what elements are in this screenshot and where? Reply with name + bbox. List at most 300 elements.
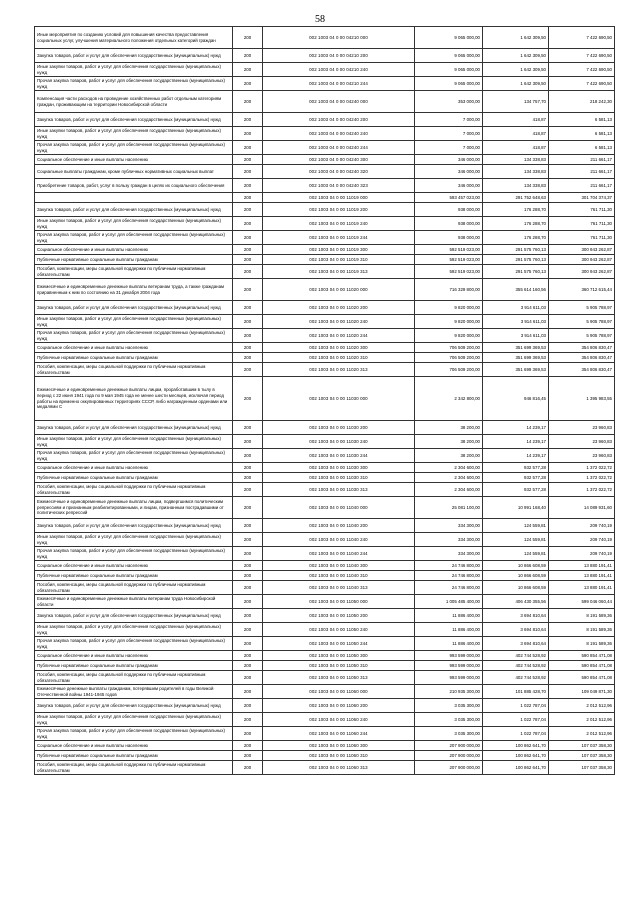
cell-unexecuted: 599 046 060,44 bbox=[549, 595, 615, 609]
cell-unexecuted: 1 395 983,55 bbox=[549, 377, 615, 421]
cell-executed: 1 642 309,50 bbox=[483, 27, 549, 49]
cell-approved: 334 300,00 bbox=[415, 533, 483, 547]
cell-budget-code: 002 1003 04 0 00 04210 240 bbox=[263, 63, 415, 77]
cell-unexecuted: 1 372 022,72 bbox=[549, 463, 615, 473]
cell-approved: 25 081 100,00 bbox=[415, 497, 483, 519]
cell-unexecuted: 23 960,83 bbox=[549, 421, 615, 435]
cell-unexecuted: 8 191 589,36 bbox=[549, 623, 615, 637]
cell-approved: 593 457 023,00 bbox=[415, 193, 483, 203]
table-row bbox=[35, 49, 615, 63]
cell-budget-code: 002 1003 04 0 00 11030 240 bbox=[263, 435, 415, 449]
cell-budget-code: 002 1003 04 0 00 11030 313 bbox=[263, 483, 415, 497]
cell-budget-code: 002 1003 04 0 00 11020 000 bbox=[263, 279, 415, 301]
cell-line-code: 200 bbox=[233, 255, 263, 265]
cell-executed: 134 757,70 bbox=[483, 91, 549, 113]
cell-executed: 10 866 608,59 bbox=[483, 561, 549, 571]
cell-line-code: 200 bbox=[233, 533, 263, 547]
cell-budget-code: 002 1003 04 0 00 11060 000 bbox=[263, 685, 415, 699]
cell-executed: 291 575 760,13 bbox=[483, 255, 549, 265]
cell-line-code: 200 bbox=[233, 49, 263, 63]
cell-budget-code: 002 1003 04 0 00 11020 244 bbox=[263, 329, 415, 343]
table-row bbox=[35, 685, 615, 699]
cell-unexecuted: 300 943 262,87 bbox=[549, 265, 615, 279]
cell-name: Прочая закупка товаров, работ и услуг для обеспечения государственных (муниципальных) нужд bbox=[35, 77, 233, 91]
table-row bbox=[35, 255, 615, 265]
cell-executed: 100 862 641,70 bbox=[483, 741, 549, 751]
cell-name: Прочая закупка товаров, работ и услуг для обеспечения государственных (муниципальных) нужд bbox=[35, 547, 233, 561]
cell-name: Социальное обеспечение и иные выплаты населению bbox=[35, 155, 233, 165]
cell-name: Пособия, компенсации, меры социальной поддержки по публичным нормативным обязательствам bbox=[35, 483, 233, 497]
cell-name: Прочая закупка товаров, работ и услуг для обеспечения государственных (муниципальных) нужд bbox=[35, 141, 233, 155]
cell-line-code: 200 bbox=[233, 463, 263, 473]
cell-name: Иные закупки товаров, работ и услуг для обеспечения государственных (муниципальных) нужд bbox=[35, 127, 233, 141]
cell-line-code: 200 bbox=[233, 561, 263, 571]
cell-approved: 9 065 000,00 bbox=[415, 77, 483, 91]
cell-executed: 946 816,45 bbox=[483, 377, 549, 421]
cell-name: Пособия, компенсации, меры социальной поддержки по публичным нормативным обязательствам bbox=[35, 671, 233, 685]
cell-name: Пособия, компенсации, меры социальной поддержки по публичным нормативным обязательствам bbox=[35, 581, 233, 595]
cell-line-code: 200 bbox=[233, 155, 263, 165]
cell-unexecuted: 23 960,83 bbox=[549, 449, 615, 463]
cell-unexecuted: 5 905 788,97 bbox=[549, 329, 615, 343]
table-row bbox=[35, 435, 615, 449]
cell-line-code: 200 bbox=[233, 353, 263, 363]
cell-executed: 932 577,28 bbox=[483, 473, 549, 483]
cell-approved: 592 519 023,00 bbox=[415, 245, 483, 255]
table-row bbox=[35, 231, 615, 245]
cell-name: Социальное обеспечение и иные выплаты населению bbox=[35, 343, 233, 353]
table-row bbox=[35, 623, 615, 637]
table-row bbox=[35, 751, 615, 761]
cell-line-code: 200 bbox=[233, 449, 263, 463]
cell-executed: 10 866 608,59 bbox=[483, 581, 549, 595]
cell-name: Социальное обеспечение и иные выплаты населению bbox=[35, 651, 233, 661]
cell-budget-code: 002 1003 04 0 00 11060 200 bbox=[263, 699, 415, 713]
cell-unexecuted: 107 037 358,30 bbox=[549, 761, 615, 775]
cell-line-code: 200 bbox=[233, 301, 263, 315]
cell-name: Прочая закупка товаров, работ и услуг для обеспечения государственных (муниципальных) нужд bbox=[35, 231, 233, 245]
cell-unexecuted: 13 880 191,41 bbox=[549, 571, 615, 581]
cell-budget-code: 002 1003 04 0 00 11040 300 bbox=[263, 561, 415, 571]
cell-approved: 9 820 000,00 bbox=[415, 315, 483, 329]
cell-line-code: 200 bbox=[233, 63, 263, 77]
cell-approved: 346 000,00 bbox=[415, 165, 483, 179]
cell-unexecuted: 7 422 690,50 bbox=[549, 27, 615, 49]
cell-budget-code: 002 1003 04 0 00 11050 300 bbox=[263, 651, 415, 661]
cell-approved: 1 005 485 400,00 bbox=[415, 595, 483, 609]
cell-unexecuted: 13 880 191,41 bbox=[549, 581, 615, 595]
cell-approved: 353 000,00 bbox=[415, 91, 483, 113]
cell-line-code: 200 bbox=[233, 497, 263, 519]
cell-name: Закупка товаров, работ и услуг для обеспечения государственных (муниципальных) нужд bbox=[35, 203, 233, 217]
table-row bbox=[35, 741, 615, 751]
cell-approved: 24 746 800,00 bbox=[415, 581, 483, 595]
cell-line-code: 200 bbox=[233, 727, 263, 741]
cell-executed: 124 559,81 bbox=[483, 547, 549, 561]
cell-executed: 134 338,83 bbox=[483, 165, 549, 179]
cell-executed: 134 338,83 bbox=[483, 155, 549, 165]
cell-line-code: 200 bbox=[233, 91, 263, 113]
cell-executed: 402 744 528,92 bbox=[483, 651, 549, 661]
cell-name: Пособия, компенсации, меры социальной поддержки по публичным нормативным обязательствам bbox=[35, 265, 233, 279]
cell-approved: 7 000,00 bbox=[415, 113, 483, 127]
cell-unexecuted: 14 089 931,60 bbox=[549, 497, 615, 519]
cell-line-code: 200 bbox=[233, 343, 263, 353]
cell-unexecuted: 301 704 374,37 bbox=[549, 193, 615, 203]
cell-line-code: 200 bbox=[233, 713, 263, 727]
cell-line-code: 200 bbox=[233, 279, 263, 301]
cell-approved: 11 886 400,00 bbox=[415, 609, 483, 623]
cell-unexecuted: 300 943 262,87 bbox=[549, 245, 615, 255]
cell-executed: 291 575 760,13 bbox=[483, 265, 549, 279]
cell-unexecuted: 107 037 358,30 bbox=[549, 741, 615, 751]
cell-budget-code: 002 1003 04 0 00 04240 000 bbox=[263, 91, 415, 113]
cell-unexecuted: 6 581,13 bbox=[549, 127, 615, 141]
table-row bbox=[35, 609, 615, 623]
table-row bbox=[35, 713, 615, 727]
table-row bbox=[35, 113, 615, 127]
cell-unexecuted: 354 806 830,47 bbox=[549, 343, 615, 353]
cell-name: Компенсация части расходов на проведение хозяйственных работ отдельным категориям граждан, проживающим на территории Новосибирской области bbox=[35, 91, 233, 113]
cell-line-code: 200 bbox=[233, 265, 263, 279]
cell-executed: 291 575 760,13 bbox=[483, 245, 549, 255]
cell-executed: 1 022 787,04 bbox=[483, 713, 549, 727]
table-row bbox=[35, 581, 615, 595]
table-row bbox=[35, 343, 615, 353]
cell-name: Ежемесячные и единовременные денежные выплаты ветеранам труда, а также гражданам приравненным к ним по состоянию на 31 декабря 2004 года bbox=[35, 279, 233, 301]
cell-name: Прочая закупка товаров, работ и услуг для обеспечения государственных (муниципальных) нужд bbox=[35, 449, 233, 463]
cell-executed: 1 022 787,04 bbox=[483, 699, 549, 713]
cell-executed: 100 862 641,70 bbox=[483, 761, 549, 775]
cell-unexecuted: 7 422 690,50 bbox=[549, 49, 615, 63]
cell-unexecuted: 590 854 471,08 bbox=[549, 661, 615, 671]
cell-name: Иные закупки товаров, работ и услуг для обеспечения государственных (муниципальных) нужд bbox=[35, 435, 233, 449]
cell-line-code: 200 bbox=[233, 661, 263, 671]
cell-approved: 993 599 000,00 bbox=[415, 661, 483, 671]
cell-name: Закупка товаров, работ и услуг для обеспечения государственных (муниципальных) нужд bbox=[35, 113, 233, 127]
cell-budget-code: 002 1003 04 0 00 04210 200 bbox=[263, 49, 415, 63]
cell-name: Ежемесячные и единовременные денежные выплаты ветеранам труда Новосибирской области bbox=[35, 595, 233, 609]
cell-unexecuted: 211 661,17 bbox=[549, 155, 615, 165]
cell-budget-code: 002 1003 04 0 00 04210 244 bbox=[263, 77, 415, 91]
cell-approved: 2 304 600,00 bbox=[415, 463, 483, 473]
cell-approved: 38 200,00 bbox=[415, 421, 483, 435]
cell-budget-code: 002 1003 04 0 00 04240 323 bbox=[263, 179, 415, 193]
cell-unexecuted: 211 661,17 bbox=[549, 179, 615, 193]
table-row bbox=[35, 203, 615, 217]
cell-name: Пособия, компенсации, меры социальной поддержки по публичным нормативным обязательствам bbox=[35, 761, 233, 775]
cell-name: Приобретение товаров, работ, услуг в пользу граждан в целях их социального обеспечения bbox=[35, 179, 233, 193]
cell-approved: 207 900 000,00 bbox=[415, 761, 483, 775]
table-row bbox=[35, 699, 615, 713]
table-row bbox=[35, 63, 615, 77]
cell-budget-code: 002 1003 04 0 00 11030 300 bbox=[263, 463, 415, 473]
cell-budget-code: 002 1003 04 0 00 11019 313 bbox=[263, 265, 415, 279]
cell-approved: 11 886 400,00 bbox=[415, 637, 483, 651]
cell-executed: 291 752 648,63 bbox=[483, 193, 549, 203]
table-row bbox=[35, 519, 615, 533]
cell-approved: 3 035 300,00 bbox=[415, 699, 483, 713]
cell-name: Иные закупки товаров, работ и услуг для обеспечения государственных (муниципальных) нужд bbox=[35, 713, 233, 727]
cell-executed: 176 288,70 bbox=[483, 217, 549, 231]
cell-unexecuted: 5 905 788,97 bbox=[549, 301, 615, 315]
cell-name: Иные закупки товаров, работ и услуг для обеспечения государственных (муниципальных) нужд bbox=[35, 63, 233, 77]
cell-line-code: 200 bbox=[233, 547, 263, 561]
table-row bbox=[35, 165, 615, 179]
cell-budget-code: 002 1003 04 0 00 11030 310 bbox=[263, 473, 415, 483]
table-row bbox=[35, 155, 615, 165]
cell-line-code: 200 bbox=[233, 609, 263, 623]
cell-budget-code: 002 1003 04 0 00 04210 000 bbox=[263, 27, 415, 49]
cell-line-code: 200 bbox=[233, 179, 263, 193]
cell-line-code: 200 bbox=[233, 217, 263, 231]
cell-budget-code: 002 1003 04 0 00 11019 000 bbox=[263, 193, 415, 203]
cell-approved: 9 820 000,00 bbox=[415, 301, 483, 315]
cell-name: Иные мероприятия по созданию условий для повышения качества предоставления социальных услуг, улучшения материального положения отдельных категорий граждан bbox=[35, 27, 233, 49]
cell-executed: 351 699 369,53 bbox=[483, 363, 549, 377]
cell-line-code: 200 bbox=[233, 421, 263, 435]
cell-approved: 2 304 600,00 bbox=[415, 473, 483, 483]
cell-budget-code: 002 1003 04 0 00 11019 240 bbox=[263, 217, 415, 231]
cell-approved: 11 886 400,00 bbox=[415, 623, 483, 637]
cell-unexecuted: 2 012 512,96 bbox=[549, 713, 615, 727]
table-row bbox=[35, 91, 615, 113]
cell-line-code: 200 bbox=[233, 245, 263, 255]
table-row bbox=[35, 141, 615, 155]
cell-name: Публичные нормативные социальные выплаты гражданам bbox=[35, 661, 233, 671]
cell-unexecuted: 354 806 830,47 bbox=[549, 353, 615, 363]
cell-budget-code: 002 1003 04 0 00 11020 240 bbox=[263, 315, 415, 329]
table-row bbox=[35, 473, 615, 483]
cell-line-code: 200 bbox=[233, 435, 263, 449]
cell-budget-code: 002 1003 04 0 00 11019 300 bbox=[263, 245, 415, 255]
cell-name: Публичные нормативные социальные выплаты гражданам bbox=[35, 353, 233, 363]
cell-budget-code: 002 1003 04 0 00 11040 000 bbox=[263, 497, 415, 519]
cell-approved: 210 935 300,00 bbox=[415, 685, 483, 699]
cell-approved: 207 900 000,00 bbox=[415, 741, 483, 751]
cell-executed: 14 239,17 bbox=[483, 421, 549, 435]
cell-budget-code: 002 1003 04 0 00 11030 000 bbox=[263, 377, 415, 421]
cell-unexecuted: 590 854 471,08 bbox=[549, 671, 615, 685]
cell-line-code: 200 bbox=[233, 571, 263, 581]
cell-line-code: 200 bbox=[233, 751, 263, 761]
cell-name: Ежемесячные и единовременные денежные выплаты лицам, проработавшим в тылу в период с 22 июня 1941 года по 9 мая 1945 года не менее шести месяцев, исключая период работы на временно оккупированных территориях СССР, либо награжденным орденами или медалями С bbox=[35, 377, 233, 421]
cell-approved: 346 000,00 bbox=[415, 179, 483, 193]
cell-name: Пособия, компенсации, меры социальной поддержки по публичным нормативным обязательствам bbox=[35, 363, 233, 377]
cell-approved: 938 000,00 bbox=[415, 203, 483, 217]
table-row bbox=[35, 193, 615, 203]
cell-budget-code: 002 1003 04 0 00 11040 240 bbox=[263, 533, 415, 547]
cell-line-code: 200 bbox=[233, 113, 263, 127]
cell-approved: 706 509 200,00 bbox=[415, 343, 483, 353]
cell-line-code: 200 bbox=[233, 685, 263, 699]
cell-line-code: 200 bbox=[233, 581, 263, 595]
cell-approved: 9 820 000,00 bbox=[415, 329, 483, 343]
cell-budget-code: 002 1003 04 0 00 11050 240 bbox=[263, 623, 415, 637]
cell-budget-code: 002 1003 04 0 00 11020 200 bbox=[263, 301, 415, 315]
cell-executed: 932 577,28 bbox=[483, 463, 549, 473]
cell-unexecuted: 6 581,13 bbox=[549, 141, 615, 155]
cell-approved: 716 329 800,00 bbox=[415, 279, 483, 301]
cell-name: Публичные нормативные социальные выплаты гражданам bbox=[35, 255, 233, 265]
cell-unexecuted: 109 049 871,30 bbox=[549, 685, 615, 699]
table-row bbox=[35, 661, 615, 671]
table-row bbox=[35, 329, 615, 343]
cell-unexecuted: 360 712 615,44 bbox=[549, 279, 615, 301]
cell-budget-code: 002 1003 04 0 00 11030 244 bbox=[263, 449, 415, 463]
cell-name: Социальное обеспечение и иные выплаты населению bbox=[35, 561, 233, 571]
cell-executed: 1 642 309,50 bbox=[483, 63, 549, 77]
cell-budget-code: 002 1003 04 0 00 11040 313 bbox=[263, 581, 415, 595]
cell-executed: 351 699 369,53 bbox=[483, 343, 549, 353]
table-row bbox=[35, 377, 615, 421]
cell-name: Социальные выплаты гражданам, кроме публичных нормативных социальных выплат bbox=[35, 165, 233, 179]
cell-unexecuted: 5 905 788,97 bbox=[549, 315, 615, 329]
cell-line-code: 200 bbox=[233, 231, 263, 245]
cell-budget-code: 002 1003 04 0 00 11050 200 bbox=[263, 609, 415, 623]
cell-approved: 7 000,00 bbox=[415, 127, 483, 141]
cell-budget-code: 002 1003 04 0 00 04240 300 bbox=[263, 155, 415, 165]
cell-name: Закупка товаров, работ и услуг для обеспечения государственных (муниципальных) нужд bbox=[35, 519, 233, 533]
cell-line-code: 200 bbox=[233, 315, 263, 329]
cell-unexecuted: 8 191 589,36 bbox=[549, 637, 615, 651]
cell-budget-code: 002 1003 04 0 00 11040 200 bbox=[263, 519, 415, 533]
cell-unexecuted: 8 191 589,36 bbox=[549, 609, 615, 623]
cell-approved: 938 000,00 bbox=[415, 217, 483, 231]
cell-unexecuted: 209 740,19 bbox=[549, 547, 615, 561]
cell-approved: 346 000,00 bbox=[415, 155, 483, 165]
cell-budget-code: 002 1003 04 0 00 04240 200 bbox=[263, 113, 415, 127]
cell-executed: 355 614 160,56 bbox=[483, 279, 549, 301]
cell-budget-code: 002 1003 04 0 00 11050 313 bbox=[263, 671, 415, 685]
cell-line-code: 200 bbox=[233, 483, 263, 497]
cell-executed: 1 642 309,50 bbox=[483, 49, 549, 63]
table-row bbox=[35, 363, 615, 377]
cell-name: Публичные нормативные социальные выплаты гражданам bbox=[35, 473, 233, 483]
cell-line-code: 200 bbox=[233, 741, 263, 751]
cell-approved: 993 599 000,00 bbox=[415, 671, 483, 685]
cell-budget-code: 002 1003 04 0 00 11060 313 bbox=[263, 761, 415, 775]
cell-line-code: 200 bbox=[233, 761, 263, 775]
cell-name: Прочая закупка товаров, работ и услуг для обеспечения государственных (муниципальных) нужд bbox=[35, 727, 233, 741]
cell-line-code: 200 bbox=[233, 595, 263, 609]
cell-approved: 7 000,00 bbox=[415, 141, 483, 155]
cell-unexecuted: 7 422 690,50 bbox=[549, 77, 615, 91]
table-row bbox=[35, 483, 615, 497]
cell-executed: 3 914 611,03 bbox=[483, 315, 549, 329]
cell-budget-code: 002 1003 04 0 00 11020 300 bbox=[263, 343, 415, 353]
cell-name bbox=[35, 193, 233, 203]
cell-approved: 334 300,00 bbox=[415, 547, 483, 561]
cell-line-code: 200 bbox=[233, 363, 263, 377]
cell-name: Иные закупки товаров, работ и услуг для обеспечения государственных (муниципальных) нужд bbox=[35, 533, 233, 547]
cell-unexecuted: 300 943 262,87 bbox=[549, 255, 615, 265]
cell-unexecuted: 1 372 022,72 bbox=[549, 473, 615, 483]
cell-name: Прочая закупка товаров, работ и услуг для обеспечения государственных (муниципальных) нужд bbox=[35, 329, 233, 343]
cell-name: Социальное обеспечение и иные выплаты населению bbox=[35, 463, 233, 473]
cell-unexecuted: 23 960,83 bbox=[549, 435, 615, 449]
cell-budget-code: 002 1003 04 0 00 11050 310 bbox=[263, 661, 415, 671]
cell-executed: 14 239,17 bbox=[483, 435, 549, 449]
cell-line-code: 200 bbox=[233, 141, 263, 155]
table-row bbox=[35, 449, 615, 463]
cell-line-code: 200 bbox=[233, 77, 263, 91]
cell-unexecuted: 590 854 471,08 bbox=[549, 651, 615, 661]
cell-budget-code: 002 1003 04 0 00 11040 310 bbox=[263, 571, 415, 581]
cell-budget-code: 002 1003 04 0 00 11050 000 bbox=[263, 595, 415, 609]
cell-name: Закупка товаров, работ и услуг для обеспечения государственных (муниципальных) нужд bbox=[35, 609, 233, 623]
cell-name: Закупка товаров, работ и услуг для обеспечения государственных (муниципальных) нужд bbox=[35, 699, 233, 713]
table-row bbox=[35, 561, 615, 571]
table-row bbox=[35, 761, 615, 775]
cell-unexecuted: 209 740,19 bbox=[549, 533, 615, 547]
cell-name: Прочая закупка товаров, работ и услуг для обеспечения государственных (муниципальных) нужд bbox=[35, 637, 233, 651]
cell-name: Ежемесячные денежные выплаты гражданам, потерявшим родителей в годы Великой Отечественной войны 1941-1945 годов bbox=[35, 685, 233, 699]
cell-budget-code: 002 1003 04 0 00 11060 300 bbox=[263, 741, 415, 751]
cell-name: Социальное обеспечение и иные выплаты населению bbox=[35, 741, 233, 751]
table-row bbox=[35, 315, 615, 329]
cell-approved: 3 035 300,00 bbox=[415, 727, 483, 741]
cell-line-code: 200 bbox=[233, 193, 263, 203]
cell-approved: 9 065 000,00 bbox=[415, 63, 483, 77]
cell-name: Социальное обеспечение и иные выплаты населению bbox=[35, 245, 233, 255]
table-row bbox=[35, 727, 615, 741]
table-row bbox=[35, 671, 615, 685]
table-row bbox=[35, 497, 615, 519]
cell-unexecuted: 6 581,13 bbox=[549, 113, 615, 127]
cell-unexecuted: 209 740,19 bbox=[549, 519, 615, 533]
cell-unexecuted: 2 012 512,96 bbox=[549, 699, 615, 713]
page-number: 58 bbox=[315, 14, 325, 25]
cell-line-code: 200 bbox=[233, 519, 263, 533]
cell-executed: 418,87 bbox=[483, 141, 549, 155]
table-row bbox=[35, 637, 615, 651]
cell-executed: 176 288,70 bbox=[483, 203, 549, 217]
cell-approved: 38 200,00 bbox=[415, 435, 483, 449]
cell-executed: 3 914 611,03 bbox=[483, 329, 549, 343]
cell-budget-code: 002 1003 04 0 00 11060 310 bbox=[263, 751, 415, 761]
cell-executed: 418,87 bbox=[483, 113, 549, 127]
table-row bbox=[35, 179, 615, 193]
cell-budget-code: 002 1003 04 0 00 11040 244 bbox=[263, 547, 415, 561]
cell-executed: 3 694 810,64 bbox=[483, 637, 549, 651]
cell-budget-code: 002 1003 04 0 00 11019 244 bbox=[263, 231, 415, 245]
cell-name: Ежемесячные и единовременные денежные выплаты лицам, подвергшимся политическим репрессиям и признанным реабилитированными, и лицам, признанным пострадавшими от политических репрессий bbox=[35, 497, 233, 519]
cell-line-code: 200 bbox=[233, 165, 263, 179]
table-row bbox=[35, 651, 615, 661]
cell-executed: 10 991 168,40 bbox=[483, 497, 549, 519]
cell-name: Закупка товаров, работ и услуг для обеспечения государственных (муниципальных) нужд bbox=[35, 301, 233, 315]
cell-name: Публичные нормативные социальные выплаты гражданам bbox=[35, 571, 233, 581]
cell-budget-code: 002 1003 04 0 00 11030 200 bbox=[263, 421, 415, 435]
cell-executed: 1 642 309,50 bbox=[483, 77, 549, 91]
table-row bbox=[35, 301, 615, 315]
cell-budget-code: 002 1003 04 0 00 11019 310 bbox=[263, 255, 415, 265]
cell-name: Иные закупки товаров, работ и услуг для обеспечения государственных (муниципальных) нужд bbox=[35, 315, 233, 329]
table-row bbox=[35, 547, 615, 561]
cell-executed: 402 744 528,92 bbox=[483, 661, 549, 671]
cell-executed: 10 866 608,59 bbox=[483, 571, 549, 581]
table-row bbox=[35, 279, 615, 301]
cell-budget-code: 002 1003 04 0 00 11060 244 bbox=[263, 727, 415, 741]
table-row bbox=[35, 27, 615, 49]
cell-line-code: 200 bbox=[233, 637, 263, 651]
cell-approved: 9 065 000,00 bbox=[415, 49, 483, 63]
cell-approved: 938 000,00 bbox=[415, 231, 483, 245]
cell-executed: 176 288,70 bbox=[483, 231, 549, 245]
cell-approved: 993 599 000,00 bbox=[415, 651, 483, 661]
cell-name: Закупка товаров, работ и услуг для обеспечения государственных (муниципальных) нужд bbox=[35, 49, 233, 63]
